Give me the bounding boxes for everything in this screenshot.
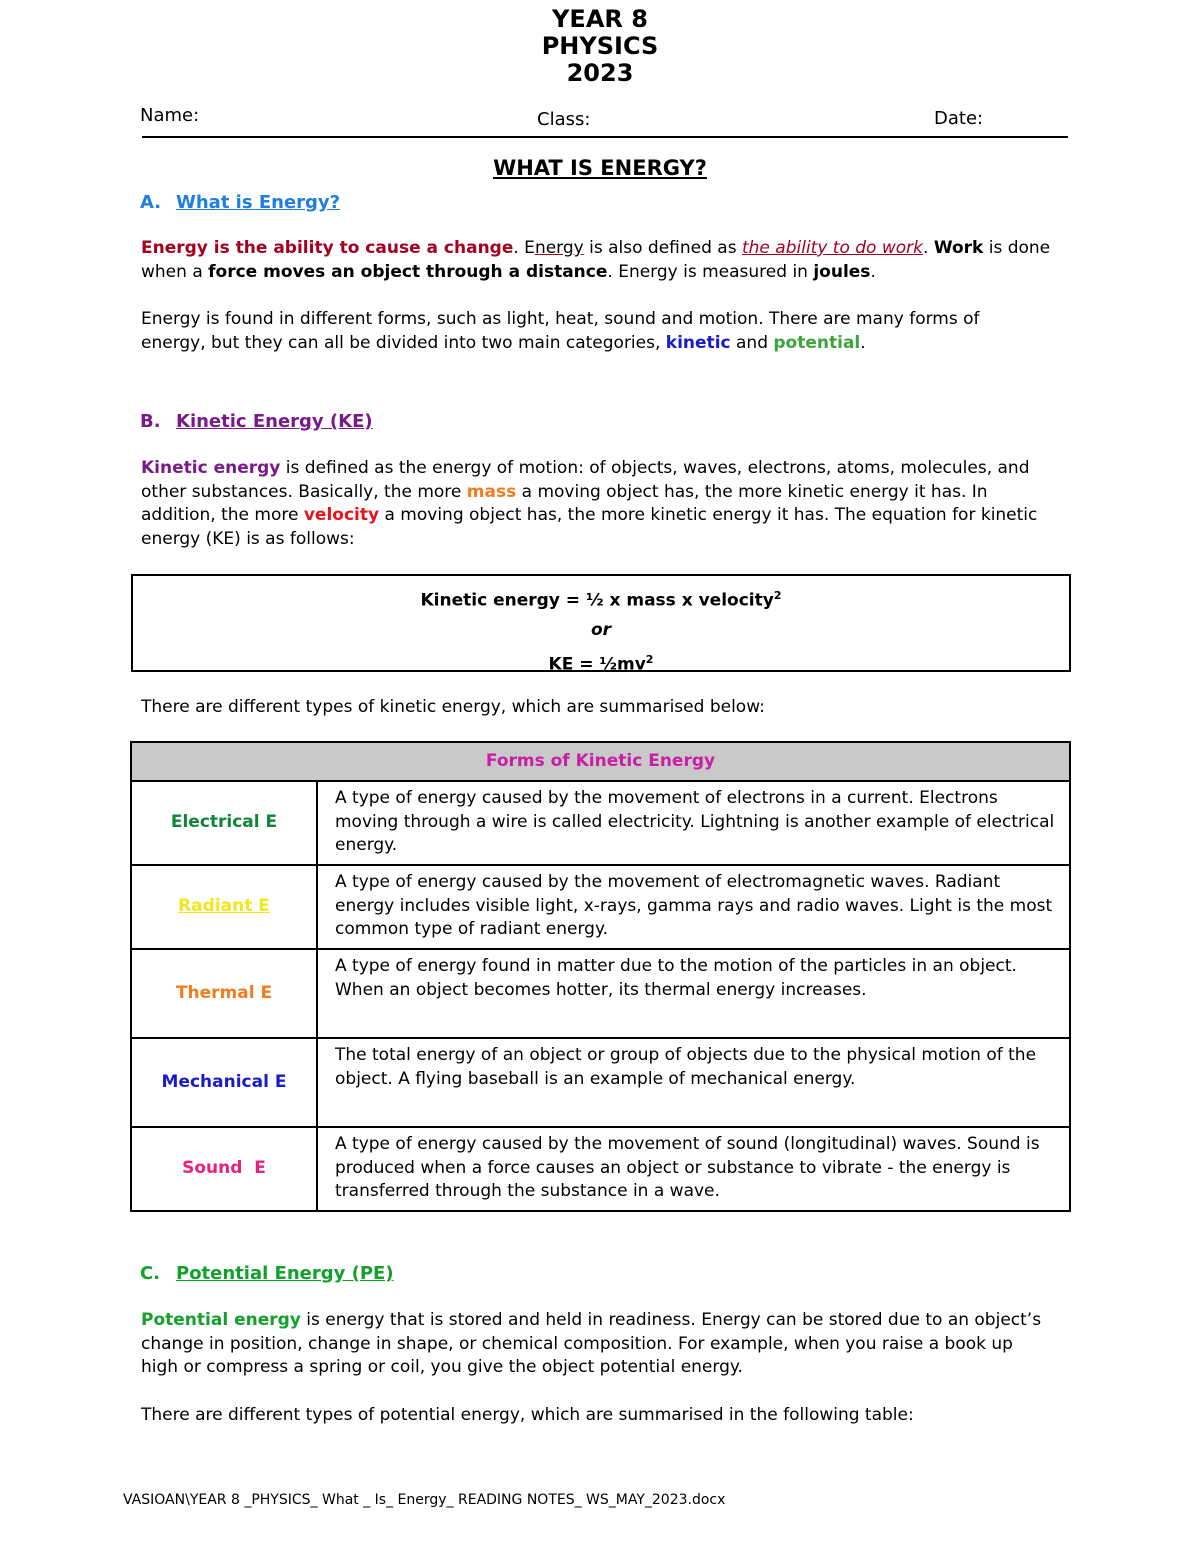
text-run: is done when a [141,238,1051,282]
section-a-paragraph-2 [141,308,991,355]
row-name-thermal: Thermal E [131,949,317,1038]
section-a-heading [140,192,340,213]
date-label: Date: [934,108,984,129]
text-run: . E [513,238,535,258]
text-run: and [730,332,774,353]
row-desc-thermal: A type of energy found in matter due to the motion of the particles in an object. When an object becomes hotter, its thermal energy increases. [317,949,1070,1038]
table-header: Forms of Kinetic Energy [131,742,1070,781]
equation-or: or [590,619,612,640]
row-desc-mechanical: The total energy of an object or group of objects due to the physical motion of the object. A flying baseball is an example of mechanical energy. [317,1038,1070,1127]
equation-exponent: 2 [645,652,654,666]
kinetic-types-intro: There are different types of kinetic energy, which are summarised below: [141,697,765,717]
header-year: YEAR 8 [552,5,648,33]
table-row [131,1038,1070,1127]
equation-exponent: 2 [773,589,782,602]
table-row [131,781,1070,865]
section-b-paragraph-1 [141,457,1041,551]
equation-short: KE = ½mv [548,654,646,675]
text-run: . [923,238,934,258]
file-path-footer: VASIOAN\YEAR 8 _PHYSICS_ What _ Is_ Energy_ READING NOTES_ WS_MAY_2023.docx [123,1492,726,1508]
text-run: Energy is found in different forms, such as light, heat, sound and motion. There are many forms of energy, but they can all be divided into two main categories, [141,309,980,353]
row-name-sound: Sound E [131,1127,317,1211]
page-title: WHAT IS ENERGY? [493,156,707,180]
work-definition: the ability to do work [741,238,923,258]
velocity-term: velocity [303,505,380,525]
row-name-electrical: Electrical E [131,781,317,865]
equation-text: Kinetic energy = ½ x mass x velocity [420,590,774,611]
text-run: . [860,332,866,353]
row-name-mechanical: Mechanical E [131,1038,317,1127]
table-row [131,1127,1070,1211]
equation-box [131,574,1071,675]
section-b-title: Kinetic Energy (KE) [176,411,373,432]
section-c-title: Potential Energy (PE) [176,1263,394,1284]
potential-types-intro: There are different types of potential energy, which are summarised in the following table: [141,1405,914,1425]
class-label: Class: [537,109,591,130]
text-run: nergy [534,238,584,258]
section-a-paragraph-1 [141,237,1061,284]
header-subject: PHYSICS [541,32,659,60]
row-name-radiant: Radiant E [131,865,317,949]
name-label: Name: [140,105,200,126]
text-run: . [870,261,876,282]
section-c-heading [140,1263,394,1284]
table-row [131,865,1070,949]
section-b-letter: B. [140,411,161,432]
kinetic-energy-term: Kinetic energy [141,458,281,478]
text-run: a moving object has, the more kinetic energy it has. In addition, the more [141,481,988,525]
row-desc-radiant: A type of energy caused by the movement of electromagnetic waves. Radiant energy includes visible light, x-rays, gamma rays and radio waves. Light is the most common type of radiant energy. [317,865,1070,949]
row-desc-sound: A type of energy caused by the movement of sound (longitudinal) waves. Sound is produced when a force causes an object or substance to vibrate - the energy is transferred through the substance in a wave. [317,1127,1070,1211]
text-run: a moving object has, the more kinetic energy it has. The equation for kinetic energy (KE) is as follows: [141,505,1038,549]
work-term: Work [933,238,984,258]
equation-line-1 [133,581,1069,616]
section-b-heading [140,411,373,432]
document-header [0,6,1200,87]
text-run: is defined as the energy of motion: of objects, waves, electrons, atoms, molecules, and other substances. Basically, the more [141,458,1030,502]
text-run: . Energy is measured in [607,261,814,282]
header-divider [142,136,1068,138]
text-run: is energy that is stored and held in readiness. Energy can be stored due to an object’s change in position, change in shape, or chemical composition. For example, when you raise a book up high or compress a spring or coil, you give the object potential energy. [141,1310,1042,1377]
row-desc-electrical: A type of energy caused by the movement of electrons in a current. Electrons moving through a wire is called electricity. Lightning is another example of electrical energy. [317,781,1070,865]
mass-term: mass [466,481,517,502]
section-a-title: What is Energy? [176,192,341,213]
kinetic-term: kinetic [665,332,731,353]
section-a-letter: A. [140,192,162,213]
kinetic-energy-table [130,741,1071,1212]
text-run: is also defined as [583,238,742,258]
section-c-letter: C. [140,1263,161,1284]
potential-energy-term: Potential energy [141,1310,301,1330]
equation-line-3 [133,645,1069,680]
header-date-year: 2023 [566,59,634,87]
joules-term: joules [813,261,871,282]
work-definition-bold: force moves an object through a distance [208,261,608,282]
table-row [131,949,1070,1038]
potential-term: potential [773,332,861,353]
section-c-paragraph-1 [141,1309,1046,1380]
definition-text: Energy is the ability to cause a change [141,238,514,258]
